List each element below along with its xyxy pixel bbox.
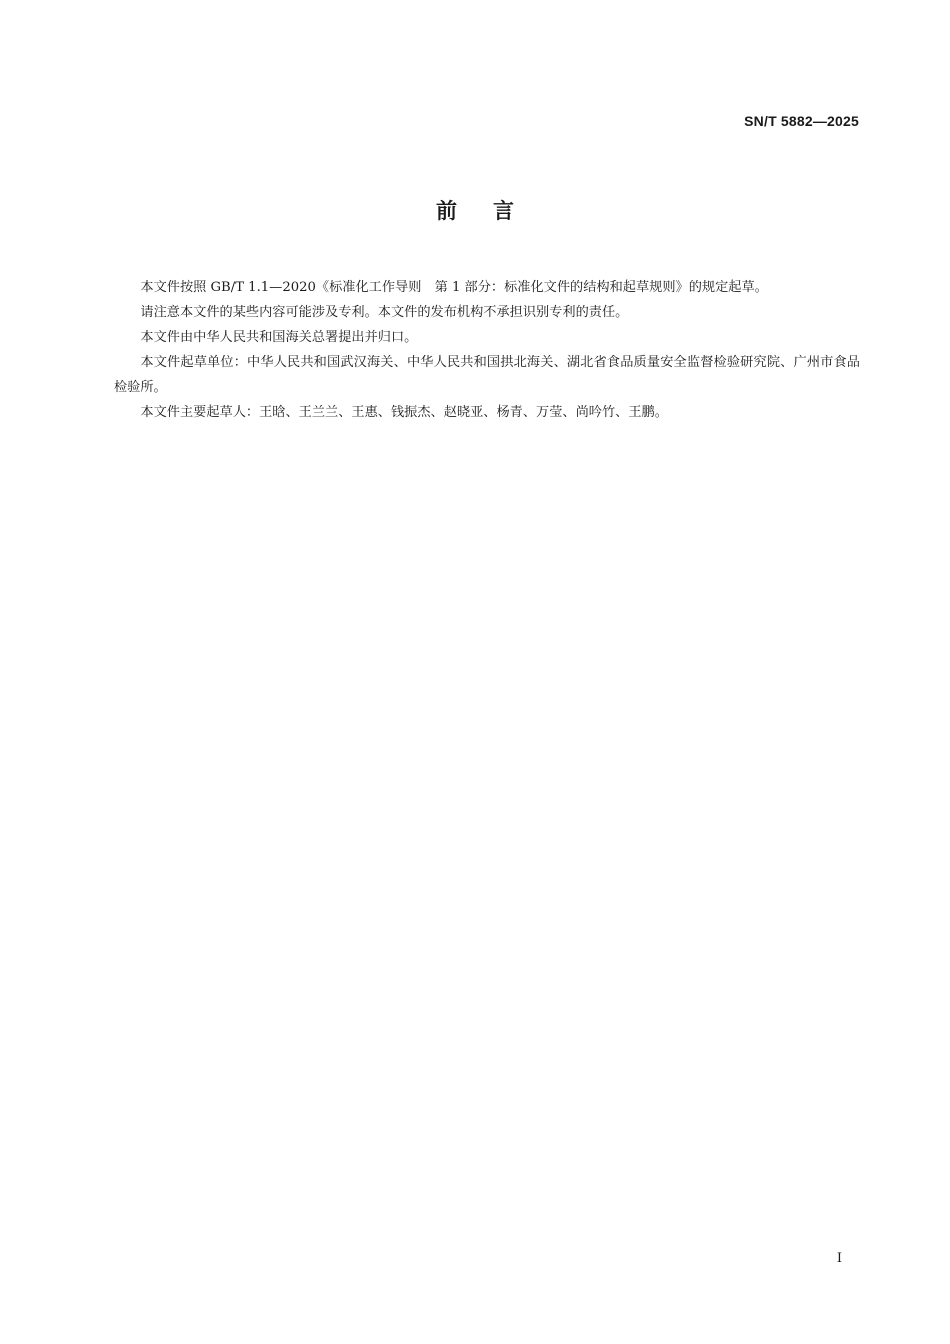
page-number: I: [836, 1251, 842, 1266]
foreword-body: [114, 275, 860, 425]
paragraph-drafting-units: 本文件起草单位：中华人民共和国武汉海关、中华人民共和国拱北海关、湖北省食品质量安全监督检验研究院、广州市食品检验所。: [114, 355, 860, 395]
paragraph-patent-notice: 请注意本文件的某些内容可能涉及专利。本文件的发布机构不承担识别专利的责任。: [140, 305, 629, 320]
paragraph-drafting-basis: 本文件按照 GB/T 1.1—2020《标准化工作导则 第 1 部分：标准化文件的结构和起草规则》的规定起草。: [140, 280, 768, 295]
paragraph-proposer: 本文件由中华人民共和国海关总署提出并归口。: [140, 330, 418, 345]
paragraph-drafters: 本文件主要起草人：王晗、王兰兰、王惠、钱振杰、赵晓亚、杨青、万莹、尚吟竹、王鹏。: [140, 405, 668, 420]
page-title: 前言: [436, 199, 550, 223]
standard-code: SN/T 5882—2025: [744, 113, 859, 129]
